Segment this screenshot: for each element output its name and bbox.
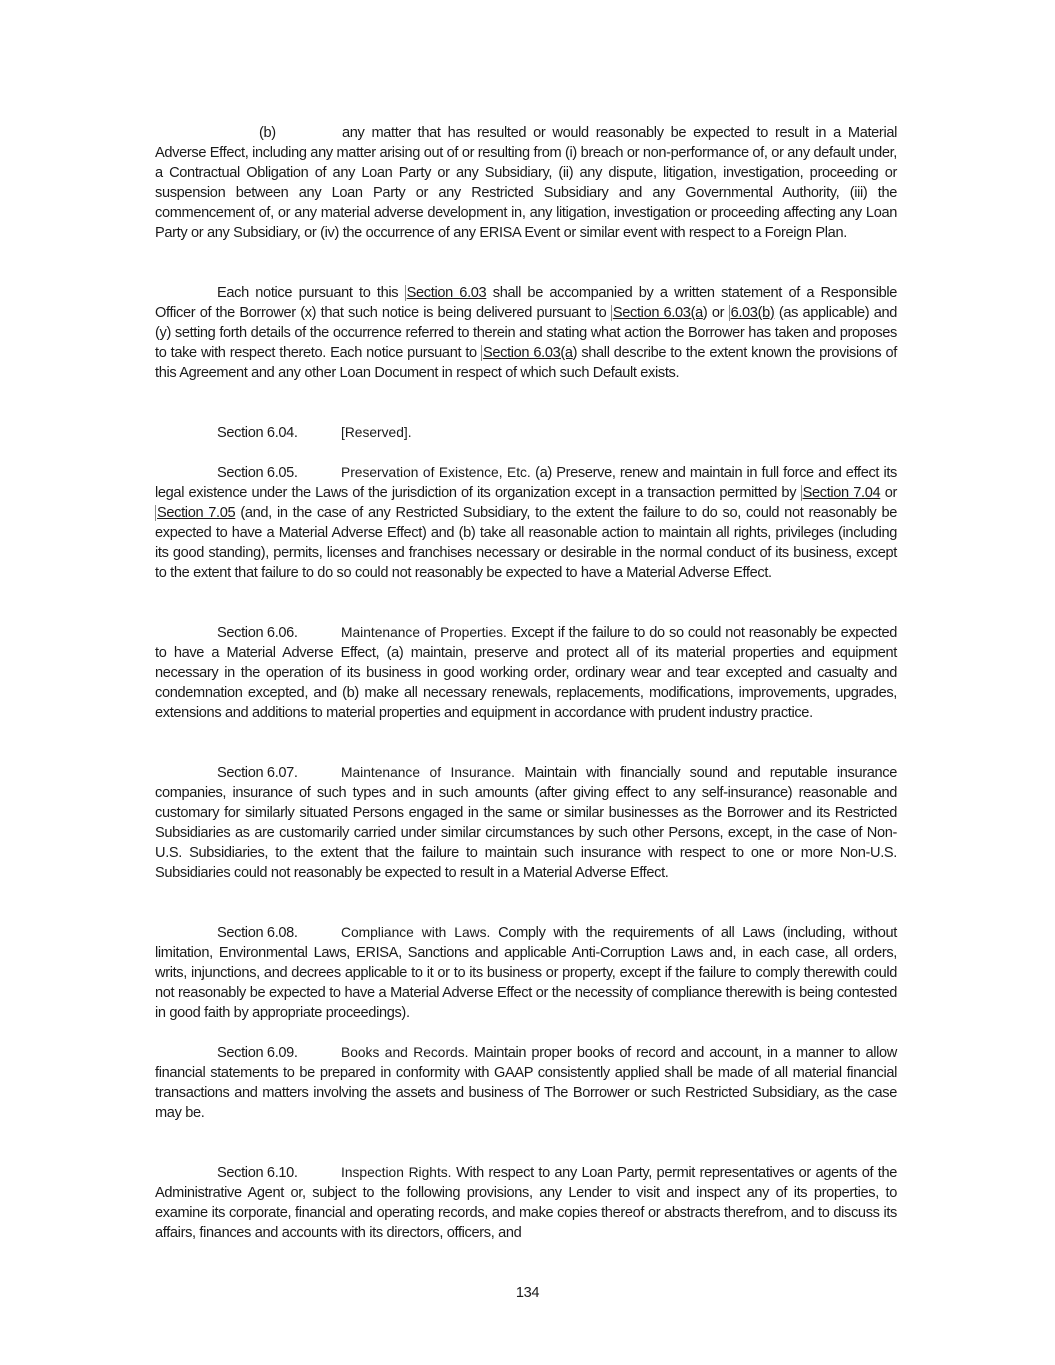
body-text: Except if the failure to do so could not reasonably be expected to have a Material Adverse Effect, (a) maintain, preserve and protect all of its material properties and equipment necessary in the operation of its business in good working order, ordinary wear and tear excepted and casualty and condemnation excepted, and (b) make all necessary renewals, replacements, modifications, improvements, upgrades, extensions and additions to material properties and equipment in accordance with prudent industry practice.: [155, 625, 897, 721]
section-heading: Maintenance of Properties.: [341, 625, 507, 640]
body-text: ) shall describe to the extent known the provisions of this Agreement and any other Loan Document in respect of which such Default exists.: [155, 345, 897, 381]
paragraph: [155, 763, 897, 883]
body-text: (a) Preserve, renew and maintain in full force and effect its legal existence under the Laws of the jurisdiction of its organization except in a transaction permitted by: [155, 465, 898, 501]
body-text: Each notice pursuant to this: [217, 285, 405, 301]
paragraph: [155, 463, 897, 583]
section-number: Section 6.09.: [217, 1045, 298, 1061]
body-text: or: [880, 485, 897, 501]
section-heading: Maintenance of Insurance.: [341, 765, 515, 780]
section-number: Section 6.04.: [217, 425, 298, 441]
body-text: ) or: [702, 305, 729, 321]
section-number: Section 6.05.: [217, 465, 298, 481]
body-text: Maintain proper books of record and account, in a manner to allow financial statements to be prepared in conformity with GAAP consistently applied shall be made of all material financial transactions and matters involving the assets and business of The Borrower or such Restricted Subsidiary, as the case may be.: [155, 1045, 897, 1121]
section-heading: Books and Records.: [341, 1045, 469, 1060]
paragraph: [155, 423, 897, 443]
paragraph: [155, 283, 897, 383]
section-heading: [Reserved].: [341, 425, 412, 440]
paragraph: [155, 1163, 897, 1243]
body-text: With respect to any Loan Party, permit representatives or agents of the Administrative Agent or, subject to the following provisions, any Lender to visit and inspect any of its properties, to examine its corporate, financial and operating records, and make copies thereof or abstracts therefrom, and to discuss its affairs, finances and accounts with its directors, officers, and: [155, 1165, 898, 1241]
section-link[interactable]: 6.03(b): [730, 305, 775, 321]
section-heading: Preservation of Existence, Etc.: [341, 465, 531, 480]
section-number: Section 6.07.: [217, 765, 298, 781]
body-text: any matter that has resulted or would reasonably be expected to result in a Material Adverse Effect, including any matter arising out of or resulting from (i) breach or non-performance of, or any default under, a Contractual Obligation of any Loan Party or any Subsidiary, (ii) any dispute, litigation, investigation, proceeding or suspension between any Loan Party or any Restricted Subsidiary and any Governmental Authority, (iii) the commencement of, or any material adverse development in, any litigation, investigation or proceeding affecting any Loan Party or any Subsidiary, or (iv) the occurrence of any ERISA Event or similar event with respect to a Foreign Plan.: [155, 125, 898, 241]
clause-label: (b): [259, 125, 276, 141]
body-text: (as applicable) and (y) setting forth details of the occurrence referred to therein and stating what action the Borrower has taken and proposes to take with respect thereto. Each notice pursuant to: [155, 305, 897, 361]
body-text: Maintain with financially sound and reputable insurance companies, insurance of such types and in such amounts (after giving effect to any self-insurance) reasonable and customary for similarly situated Persons engaged in the same or similar businesses as the Borrower and its Restricted Subsidiaries as are customarily carried under similar circumstances by such other Persons, except, in the case of Non-U.S. Subsidiaries, to the extent that the failure to maintain such insurance with respect to one or more Non-U.S. Subsidiaries could not reasonably be expected to result in a Material Adverse Effect.: [155, 765, 897, 881]
paragraph: [155, 123, 897, 243]
section-number: Section 6.08.: [217, 925, 298, 941]
section-link[interactable]: Section 6.03(a: [612, 305, 703, 321]
paragraph: [155, 623, 897, 723]
body-text: Comply with the requirements of all Laws (including, without limitation, Environmental Laws, ERISA, Sanctions and applicable Anti-Corruption Laws and, in each case, all orders, writs, injunctions, and decrees applicable to it or to its business or property, except if the failure to comply therewith could not reasonably be expected to have a Material Adverse Effect or the necessity of compliance therewith is being contested in good faith by appropriate proceedings).: [155, 925, 897, 1021]
page-number: 134: [515, 1285, 540, 1301]
section-heading: Inspection Rights.: [341, 1165, 452, 1180]
paragraph: [155, 1043, 897, 1123]
section-link[interactable]: Section 7.05: [157, 505, 236, 521]
paragraph: [155, 923, 897, 1023]
section-link[interactable]: Section 6.03: [406, 285, 487, 301]
body-text: (and, in the case of any Restricted Subsidiary, to the extent the failure to do so, could not reasonably be expected to have a Material Adverse Effect) and (b) take all reasonable action to maintain all rights, privileges (including its good standing), permits, licenses and franchises necessary or desirable in the normal conduct of its business, except to the extent that failure to do so could not reasonably be expected to have a Material Adverse Effect.: [155, 505, 897, 581]
section-heading: Compliance with Laws.: [341, 925, 491, 940]
section-link[interactable]: Section 6.03(a: [482, 345, 573, 361]
section-number: Section 6.06.: [217, 625, 298, 641]
body-text: shall be accompanied by a written statement of a Responsible Officer of the Borrower (x) that such notice is being delivered pursuant to: [155, 285, 898, 321]
section-number: Section 6.10.: [217, 1165, 298, 1181]
section-link[interactable]: Section 7.04: [802, 485, 881, 501]
